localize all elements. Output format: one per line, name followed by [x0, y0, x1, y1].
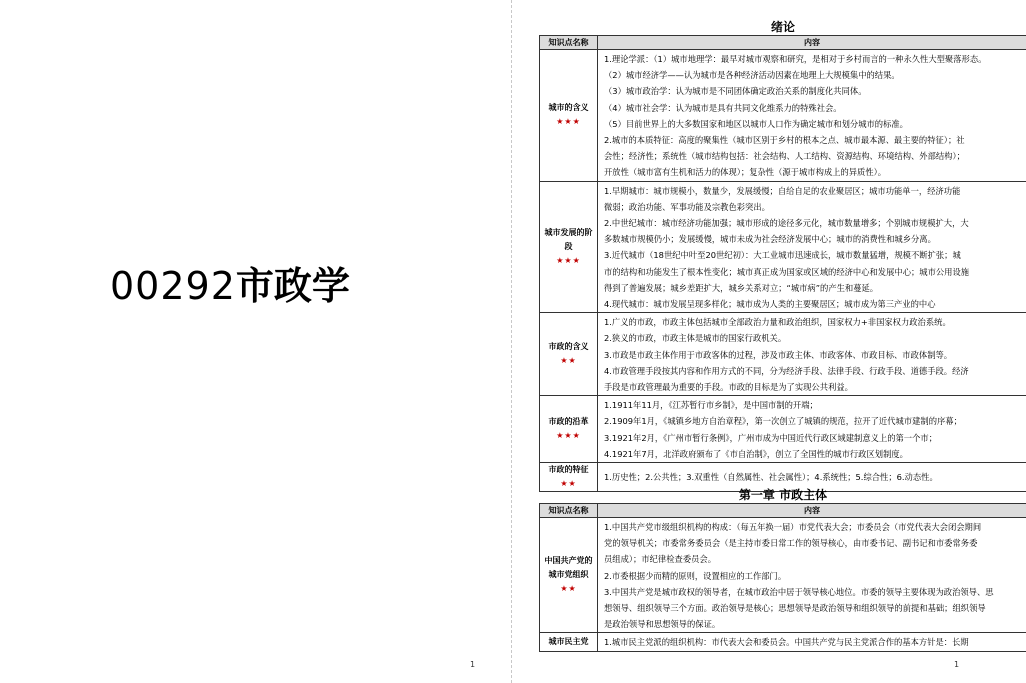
- col-header-name: 知识点名称: [540, 36, 598, 50]
- cover-title: [110, 255, 350, 310]
- knowledge-point-content: [598, 396, 1026, 463]
- content-line: 3.中国共产党是城市政权的领导者，在城市政治中居于领导核心地位。市委的领导主要体现为政治领导、思: [604, 586, 994, 597]
- page-number: 1: [470, 660, 476, 669]
- content-line: 1.广义的市政，市政主体包括城市全部政治力量和政治组织，国家权力+非国家权力政治系统。: [604, 317, 951, 328]
- content-line: 是政治领导和思想领导的保证。: [604, 619, 721, 630]
- knowledge-point-content: [598, 518, 1026, 633]
- chapter1-table: [539, 503, 1026, 652]
- course-title: 市政学: [235, 264, 350, 308]
- importance-stars: ★★★: [556, 117, 581, 127]
- chapter-title: 第一章 市政主体: [738, 488, 828, 502]
- content-line: 多数城市规模仍小；发展缓慢，城市未成为社会经济发展中心；城市的消费性和城乡分离。: [604, 234, 936, 245]
- row-title: 市政的沿革: [548, 417, 589, 427]
- content-line: 1.城市民主党派的组织机构：市代表大会和委员会。中国共产党与民主党派合作的基本方针是：长期: [604, 637, 969, 648]
- content-line: （3）城市政治学：认为城市是不同团体确定政治关系的制度化共同体。: [604, 86, 867, 97]
- table-row: [540, 181, 1026, 313]
- course-code: 00292: [110, 264, 236, 308]
- importance-stars: ★★: [560, 584, 577, 594]
- content-line: 4.1921年7月，北洋政府颁布了《市自治制》，创立了全国性的城市行政区划制度。: [604, 448, 908, 459]
- knowledge-point-name: [540, 50, 598, 182]
- content-line: 想领导、组织领导三个方面。政治领导是核心；思想领导是政治领导和组织领导的前提和基础；组织领导: [604, 603, 986, 614]
- knowledge-point-name: [540, 181, 598, 313]
- content-line: 2.中世纪城市：城市经济功能加强；城市形成的途径多元化，城市数量增多；个别城市规模扩大，大: [604, 218, 969, 229]
- content-line: 2.市委根据少而精的原则，设置相应的工作部门。: [604, 570, 787, 581]
- importance-stars: ★★: [560, 356, 577, 366]
- content-line: 员组成）；市纪律检查委员会。: [604, 554, 717, 565]
- content-line: 1.1911年11月，《江苏暂行市乡制》，是中国市制的开端；: [604, 400, 818, 411]
- knowledge-point-name: [540, 633, 598, 651]
- table-row: [540, 518, 1026, 633]
- page-number: 1: [954, 660, 960, 669]
- row-title: 市政的特征: [548, 465, 589, 475]
- content-line: 2.狭义的市政，市政主体是城市的国家行政机关。: [604, 333, 787, 344]
- content-line: 3.市政是市政主体作用于市政客体的过程，涉及市政主体、市政客体、市政目标、市政体制等。: [604, 349, 953, 360]
- content-line: 微弱；政治功能、军事功能及宗教色彩突出。: [604, 201, 770, 212]
- importance-stars: ★★: [560, 479, 577, 489]
- knowledge-point-name: [540, 396, 598, 463]
- content-line: 3.1921年2月，《广州市暂行条例》，广州市成为中国近代行政区域建制意义上的第一个市；: [604, 432, 937, 443]
- col-header-content: 内容: [598, 504, 1026, 518]
- row-title: 城市的含义: [548, 103, 589, 113]
- content-line: 1.早期城市：城市规模小，数量少，发展缓慢；自给自足的农业聚居区；城市功能单一，经济功能: [604, 185, 961, 196]
- importance-stars: ★★★: [556, 431, 581, 441]
- knowledge-point-content: [598, 313, 1026, 396]
- table-row: [540, 396, 1026, 463]
- cover-page: [0, 0, 511, 683]
- content-line: 开放性（城市富有生机和活力的体现）；复杂性（源于城市构成上的异质性）。: [604, 167, 887, 178]
- col-header-content: 内容: [598, 36, 1026, 50]
- importance-stars: ★★★: [556, 255, 581, 265]
- content-line: 手段是市政管理最为重要的手段。市政的目标是为了实现公共利益。: [604, 382, 853, 393]
- row-title: 城市发展的阶段: [544, 227, 593, 251]
- content-line: 1.理论学派：（1）城市地理学：最早对城市观察和研究，是相对于乡村而言的一种永久性大型聚落形态。: [604, 54, 987, 64]
- content-line: 2.1909年1月，《城镇乡地方自治章程》，第一次创立了城镇的规范，拉开了近代城市建制的序幕；: [604, 416, 962, 427]
- content-line: 1.历史性；2.公共性；3.双重性（自然属性、社会属性）；4.系统性；5.综合性；6.动态性。: [604, 472, 938, 483]
- knowledge-point-content: [598, 633, 1026, 651]
- knowledge-point-name: [540, 518, 598, 633]
- content-line: 4.市政管理手段按其内容和作用方式的不同，分为经济手段、法律手段、行政手段、道德手段。经济: [604, 365, 969, 376]
- col-header-name: 知识点名称: [540, 504, 598, 518]
- content-line: 会性；经济性；系统性（城市结构包括：社会结构、人工结构、资源结构、环境结构、外部结构）；: [604, 151, 965, 162]
- content-line: 1.中国共产党市级组织机构的构成：（每五年换一届）市党代表大会；市委员会（市党代表大会闭会期间: [604, 522, 982, 532]
- section-title: 绪论: [770, 20, 795, 34]
- content-line: （5）目前世界上的大多数国家和地区以城市人口作为确定城市和划分城市的标准。: [604, 118, 908, 129]
- content-line: 得到了普遍发展；城乡差距扩大，城乡关系对立；“城市病”的产生和蔓延。: [604, 282, 879, 293]
- content-line: 党的领导机关；市委常务委员会（是主持市委日常工作的领导核心，由市委书记、副书记和市委常务委: [604, 538, 978, 549]
- knowledge-point-content: [598, 181, 1026, 313]
- table-row: [540, 50, 1026, 182]
- row-title: 市政的含义: [548, 342, 589, 352]
- table-row: [540, 313, 1026, 396]
- knowledge-point-name: [540, 313, 598, 396]
- content-line: 3.近代城市（18世纪中叶至20世纪初）：大工业城市迅速成长，城市数量猛增，规模不断扩张；城: [604, 250, 961, 261]
- content-line: 市的结构和功能发生了根本性变化；城市真正成为国家或区域的经济中心和发展中心；城市公用设施: [604, 266, 970, 277]
- content-page: [512, 0, 1026, 683]
- row-title: 中国共产党的城市党组织: [544, 556, 593, 580]
- intro-table: [539, 35, 1026, 492]
- table-row: [540, 633, 1026, 651]
- knowledge-point-content: [598, 50, 1026, 182]
- content-line: 2.城市的本质特征：高度的聚集性（城市区别于乡村的根本之点、城市最本源、最主要的特征）；社: [604, 135, 965, 146]
- content-line: 4.现代城市：城市发展呈现多样化；城市成为人类的主要聚居区；城市成为第三产业的中心: [604, 299, 936, 310]
- content-line: （2）城市经济学——认为城市是各种经济活动因素在地理上大规模集中的结果。: [604, 70, 900, 81]
- content-line: （4）城市社会学：认为城市是具有共同文化维系力的特殊社会。: [604, 102, 842, 113]
- row-title: 城市民主党: [548, 637, 589, 647]
